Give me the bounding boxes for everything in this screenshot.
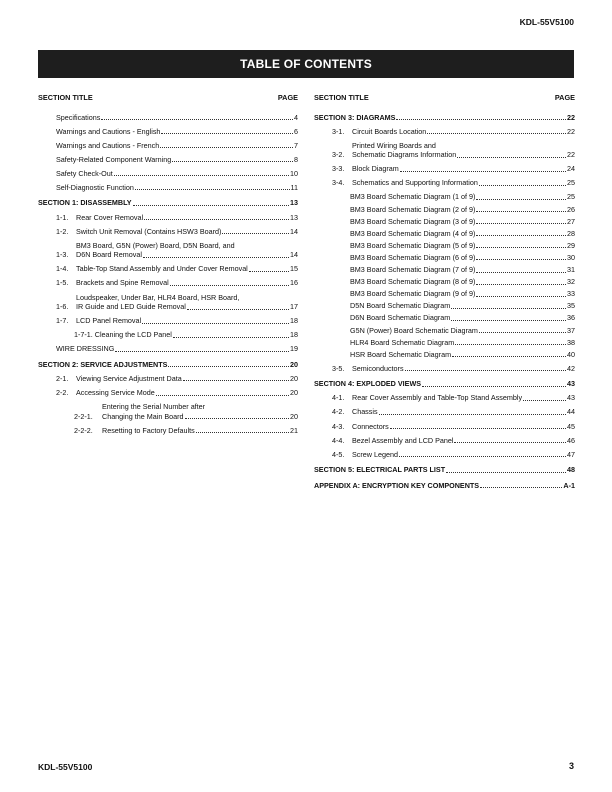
- toc-page-number: 44: [567, 407, 575, 417]
- toc-entry-number: 3-3.: [332, 164, 345, 174]
- toc-page-number: 25: [567, 192, 575, 202]
- toc-entry[interactable]: [314, 313, 575, 323]
- dot-leader: [173, 336, 289, 338]
- toc-entry-number: 1-7.: [56, 316, 69, 326]
- toc-entry[interactable]: [38, 227, 298, 237]
- toc-column-right: [314, 93, 575, 495]
- toc-page-number: 33: [567, 289, 575, 299]
- toc-entry-title: APPENDIX A: ENCRYPTION KEY COMPONENTS: [314, 480, 480, 490]
- toc-entry[interactable]: [38, 388, 298, 398]
- toc-page-number: 20: [290, 411, 298, 421]
- page-label: PAGE: [554, 93, 575, 102]
- toc-entry-title: BM3 Board Schematic Diagram (5 of 9): [350, 240, 476, 250]
- toc-section-heading[interactable]: [314, 481, 575, 491]
- toc-page-number: 29: [567, 240, 575, 250]
- dot-leader: [161, 132, 293, 134]
- toc-entry[interactable]: [38, 183, 298, 193]
- toc-page-number: 18: [290, 316, 298, 326]
- dot-leader: [476, 222, 566, 224]
- dot-leader: [156, 394, 289, 396]
- toc-entry[interactable]: [314, 422, 575, 432]
- dot-leader: [476, 271, 566, 273]
- dot-leader: [160, 146, 293, 148]
- toc-entry[interactable]: [38, 374, 298, 384]
- toc-entry[interactable]: [314, 241, 575, 251]
- dot-leader: [451, 319, 566, 321]
- toc-entry-number: 1-4.: [56, 264, 69, 274]
- dot-leader: [170, 284, 289, 286]
- toc-entry[interactable]: [314, 326, 575, 336]
- toc-entry[interactable]: [38, 402, 298, 421]
- toc-entry[interactable]: [314, 407, 575, 417]
- toc-entry-title: BM3 Board Schematic Diagram (9 of 9): [350, 289, 476, 299]
- toc-entry-number: 1-1.: [56, 212, 69, 222]
- toc-entry-title: BM3 Board, G5N (Power) Board, D5N Board, and: [76, 240, 235, 250]
- toc-entry[interactable]: [314, 178, 575, 188]
- toc-entry[interactable]: [38, 293, 298, 312]
- toc-page-number: 14: [290, 250, 298, 260]
- toc-entry[interactable]: [314, 265, 575, 275]
- toc-entry-title: SECTION 2: SERVICE ADJUSTMENTS: [38, 359, 168, 369]
- toc-entry-title: D5N Board Schematic Diagram: [350, 301, 451, 311]
- toc-page-number: 22: [567, 126, 575, 136]
- dot-leader: [476, 246, 566, 248]
- toc-entry-title: Schematic Diagrams Information: [352, 150, 457, 160]
- section-title-label: SECTION TITLE: [38, 93, 93, 102]
- toc-entry[interactable]: [38, 141, 298, 151]
- toc-page-number: 26: [567, 204, 575, 214]
- toc-entry-title: SECTION 3: DIAGRAMS: [314, 112, 396, 122]
- toc-entry-title: SECTION 1: DISASSEMBLY: [38, 198, 132, 208]
- toc-entry-title: Bezel Assembly and LCD Panel: [352, 435, 454, 445]
- dot-leader: [185, 417, 289, 419]
- dot-leader: [144, 218, 289, 220]
- toc-entry[interactable]: [314, 192, 575, 202]
- toc-entry-title: Accessing Service Mode: [76, 388, 155, 397]
- toc-entry[interactable]: [38, 344, 298, 354]
- toc-entry-title: Block Diagram: [352, 164, 399, 174]
- dot-leader: [476, 210, 566, 212]
- dot-leader: [476, 198, 566, 200]
- toc-page-number: 46: [567, 435, 575, 445]
- toc-entry-title: Specifications: [56, 112, 101, 122]
- dot-leader: [390, 427, 566, 429]
- toc-entry-title: LCD Panel Removal: [76, 316, 142, 326]
- toc-entry-number: 3-2.: [332, 150, 345, 160]
- toc-entry[interactable]: [314, 338, 575, 348]
- dot-leader: [143, 256, 289, 258]
- dot-leader: [452, 355, 566, 357]
- toc-entry[interactable]: [314, 205, 575, 215]
- dot-leader: [222, 232, 289, 234]
- toc-entry[interactable]: [314, 141, 575, 160]
- toc-entry-title: BM3 Board Schematic Diagram (3 of 9): [350, 216, 476, 226]
- toc-entry-title: Loudspeaker, Under Bar, HLR4 Board, HSR Board,: [76, 292, 240, 302]
- toc-entry[interactable]: [314, 450, 575, 460]
- toc-page-number: 48: [567, 465, 575, 475]
- dot-leader: [183, 379, 289, 381]
- toc-entry-title: BM3 Board Schematic Diagram (2 of 9): [350, 204, 476, 214]
- toc-page-number: 14: [290, 226, 298, 236]
- toc-page-number: 18: [290, 330, 298, 340]
- toc-entries-right: [314, 113, 575, 491]
- toc-page-number: 11: [290, 182, 298, 192]
- footer-model-number: KDL-55V5100: [38, 762, 93, 772]
- toc-entry-number: 1-3.: [56, 250, 69, 260]
- toc-entry[interactable]: [38, 155, 298, 165]
- dot-leader: [479, 331, 566, 333]
- toc-page-number: 10: [290, 168, 298, 178]
- toc-page-number: 22: [567, 112, 575, 122]
- toc-page-number: 25: [567, 178, 575, 188]
- toc-page-number: 47: [567, 449, 575, 459]
- toc-entry-title: BM3 Board Schematic Diagram (4 of 9): [350, 228, 476, 238]
- toc-page-number: 40: [567, 349, 575, 359]
- toc-entry[interactable]: [314, 350, 575, 360]
- toc-page-number: 4: [294, 112, 298, 122]
- toc-entry[interactable]: [314, 253, 575, 263]
- toc-entry-title: Screw Legend: [352, 449, 398, 459]
- toc-page-number: 31: [567, 265, 575, 275]
- header-model-number: KDL-55V5100: [519, 17, 574, 27]
- toc-entry[interactable]: [38, 169, 298, 179]
- toc-entry-number: 4-1.: [332, 393, 345, 403]
- toc-entry-title: Circuit Boards Location: [352, 126, 427, 136]
- toc-entry-title: Self-Diagnostic Function: [56, 182, 134, 192]
- toc-page-number: 19: [290, 344, 298, 354]
- toc-entry-title: Schematics and Supporting Information: [352, 178, 478, 188]
- toc-entry-title: Safety Check-Out: [56, 168, 113, 178]
- dot-leader: [135, 188, 290, 190]
- toc-entry-number: 4-5.: [332, 449, 345, 459]
- toc-entry-title: BM3 Board Schematic Diagram (6 of 9): [350, 252, 476, 262]
- toc-page-number: 45: [567, 421, 575, 431]
- toc-entry-title: Table-Top Stand Assembly and Under Cover Removal: [76, 264, 248, 274]
- toc-section-heading[interactable]: [314, 465, 575, 475]
- toc-page-number: 32: [567, 277, 575, 287]
- toc-entry[interactable]: [314, 229, 575, 239]
- toc-entry[interactable]: [314, 164, 575, 174]
- toc-entry-title: Viewing Service Adjustment Data: [76, 373, 182, 383]
- dot-leader: [476, 234, 566, 236]
- toc-entry[interactable]: [38, 127, 298, 137]
- toc-entry[interactable]: [314, 217, 575, 227]
- toc-title: TABLE OF CONTENTS: [240, 57, 372, 71]
- toc-entry-title: BM3 Board Schematic Diagram (8 of 9): [350, 277, 476, 287]
- toc-page-number: 13: [290, 198, 298, 208]
- toc-entry-title: Rear Cover Removal: [76, 212, 144, 222]
- toc-entry-title: Switch Unit Removal (Contains HSW3 Board): [76, 226, 222, 236]
- dot-leader: [476, 283, 566, 285]
- toc-entry-number: 4-2.: [332, 407, 345, 417]
- toc-page-number: 35: [567, 301, 575, 311]
- dot-leader: [115, 350, 289, 352]
- page-number: 3: [568, 761, 574, 771]
- toc-entry-number: 2-2-2.: [74, 425, 93, 435]
- toc-page-number: 28: [567, 228, 575, 238]
- toc-column-left: [38, 93, 298, 440]
- dot-leader: [249, 270, 289, 272]
- dot-leader: [396, 118, 566, 120]
- toc-page-number: 15: [290, 264, 298, 274]
- toc-page-number: 20: [290, 359, 298, 369]
- toc-entry-number: 3-4.: [332, 178, 345, 188]
- toc-entry-title: IR Guide and LED Guide Removal: [76, 302, 186, 312]
- dot-leader: [457, 156, 566, 158]
- toc-entry-title: Resetting to Factory Defaults: [102, 425, 195, 435]
- toc-entry-number: 2-2-1.: [74, 411, 93, 421]
- toc-entry-title: Changing the Main Board: [102, 411, 184, 421]
- column-header: [314, 93, 575, 103]
- dot-leader: [172, 160, 293, 162]
- toc-page-number: 13: [290, 212, 298, 222]
- toc-page-number: 20: [290, 388, 298, 397]
- toc-entry-number: 1-2.: [56, 226, 69, 236]
- dot-leader: [455, 343, 566, 345]
- column-header: [38, 93, 298, 103]
- toc-page-number: 20: [290, 373, 298, 383]
- toc-entry[interactable]: [38, 330, 298, 340]
- toc-entry-title: BM3 Board Schematic Diagram (7 of 9): [350, 265, 476, 275]
- toc-section-heading[interactable]: [38, 360, 298, 370]
- dot-leader: [451, 307, 566, 309]
- toc-entry[interactable]: [38, 278, 298, 288]
- dot-leader: [523, 399, 566, 401]
- toc-entry-title: Safety-Related Component Warning: [56, 154, 172, 164]
- toc-page-number: 22: [567, 150, 575, 160]
- toc-entry[interactable]: [38, 213, 298, 223]
- toc-entry-number: 2-2.: [56, 388, 69, 397]
- toc-entry-number: 4-3.: [332, 421, 345, 431]
- toc-page-number: 17: [290, 302, 298, 312]
- toc-page-number: 37: [567, 325, 575, 335]
- toc-banner: [38, 50, 574, 78]
- dot-leader: [114, 174, 289, 176]
- dot-leader: [187, 308, 289, 310]
- dot-leader: [405, 369, 566, 371]
- toc-entry-title: Entering the Serial Number after: [102, 402, 206, 412]
- toc-entry-title: D6N Board Removal: [76, 250, 142, 260]
- toc-page-number: 30: [567, 252, 575, 262]
- toc-entry-title: HSR Board Schematic Diagram: [350, 349, 452, 359]
- page-label: PAGE: [277, 93, 298, 102]
- dot-leader: [101, 118, 293, 120]
- toc-section-heading[interactable]: [314, 113, 575, 123]
- dot-leader: [142, 322, 289, 324]
- toc-entry[interactable]: [38, 264, 298, 274]
- toc-entry[interactable]: [38, 241, 298, 260]
- toc-page-number: 42: [567, 363, 575, 373]
- toc-entry-title: HLR4 Board Schematic Diagram: [350, 337, 455, 347]
- toc-entry-title: 1-7-1. Cleaning the LCD Panel: [74, 330, 172, 340]
- toc-section-heading[interactable]: [38, 198, 298, 208]
- toc-entry[interactable]: [314, 301, 575, 311]
- toc-entry-title: Rear Cover Assembly and Table-Top Stand Assembly: [352, 393, 523, 403]
- dot-leader: [446, 471, 566, 473]
- dot-leader: [379, 413, 566, 415]
- toc-entry[interactable]: [314, 364, 575, 374]
- toc-entry-title: Warnings and Cautions - English: [56, 126, 161, 136]
- dot-leader: [168, 365, 289, 367]
- toc-entry-title: Chassis: [352, 407, 378, 417]
- toc-entry[interactable]: [38, 426, 298, 436]
- dot-leader: [400, 170, 566, 172]
- toc-entry-title: G5N (Power) Board Schematic Diagram: [350, 325, 478, 335]
- toc-page-number: 24: [567, 164, 575, 174]
- toc-entry-title: SECTION 4: EXPLODED VIEWS: [314, 379, 422, 389]
- dot-leader: [476, 258, 566, 260]
- toc-entry-number: 1-6.: [56, 302, 69, 312]
- toc-entry-title: Connectors: [352, 421, 389, 431]
- toc-entry[interactable]: [314, 289, 575, 299]
- dot-leader: [476, 295, 566, 297]
- toc-entry[interactable]: [314, 393, 575, 403]
- toc-entry-number: 1-5.: [56, 278, 69, 288]
- toc-page-number: 21: [290, 425, 298, 435]
- toc-entry[interactable]: [314, 436, 575, 446]
- toc-entry[interactable]: [314, 277, 575, 287]
- toc-entry-title: BM3 Board Schematic Diagram (1 of 9): [350, 192, 476, 202]
- toc-entries-left: [38, 113, 298, 436]
- toc-entry-number: 3-5.: [332, 363, 345, 373]
- toc-entry-title: WIRE DRESSING: [56, 344, 115, 354]
- toc-entry-title: SECTION 5: ELECTRICAL PARTS LIST: [314, 465, 446, 475]
- toc-page-number: 27: [567, 216, 575, 226]
- toc-page-number: 8: [294, 154, 298, 164]
- section-title-label: SECTION TITLE: [314, 93, 369, 102]
- dot-leader: [427, 132, 566, 134]
- toc-section-heading[interactable]: [314, 379, 575, 389]
- toc-entry-title: Warnings and Cautions - French: [56, 140, 160, 150]
- toc-entry-number: 4-4.: [332, 435, 345, 445]
- toc-entry-title: Printed Wiring Boards and: [352, 140, 436, 150]
- dot-leader: [399, 455, 566, 457]
- dot-leader: [196, 431, 289, 433]
- dot-leader: [133, 204, 289, 206]
- toc-entry-number: 3-1.: [332, 126, 345, 136]
- dot-leader: [480, 486, 562, 488]
- toc-page-number: 43: [567, 393, 575, 403]
- toc-entry-title: Brackets and Spine Removal: [76, 278, 169, 288]
- toc-entry[interactable]: [38, 316, 298, 326]
- toc-entry[interactable]: [38, 113, 298, 123]
- toc-entry[interactable]: [314, 127, 575, 137]
- toc-page-number: 38: [567, 337, 575, 347]
- dot-leader: [454, 441, 566, 443]
- toc-page-number: 7: [294, 140, 298, 150]
- toc-page-number: 43: [567, 379, 575, 389]
- toc-entry-title: Semiconductors: [352, 363, 404, 373]
- toc-entry-title: D6N Board Schematic Diagram: [350, 313, 451, 323]
- dot-leader: [479, 184, 566, 186]
- toc-page-number: 6: [294, 126, 298, 136]
- dot-leader: [422, 385, 566, 387]
- toc-page-number: 16: [290, 278, 298, 288]
- toc-entry-number: 2-1.: [56, 373, 69, 383]
- toc-page-number: A-1: [563, 480, 575, 490]
- toc-page-number: 36: [567, 313, 575, 323]
